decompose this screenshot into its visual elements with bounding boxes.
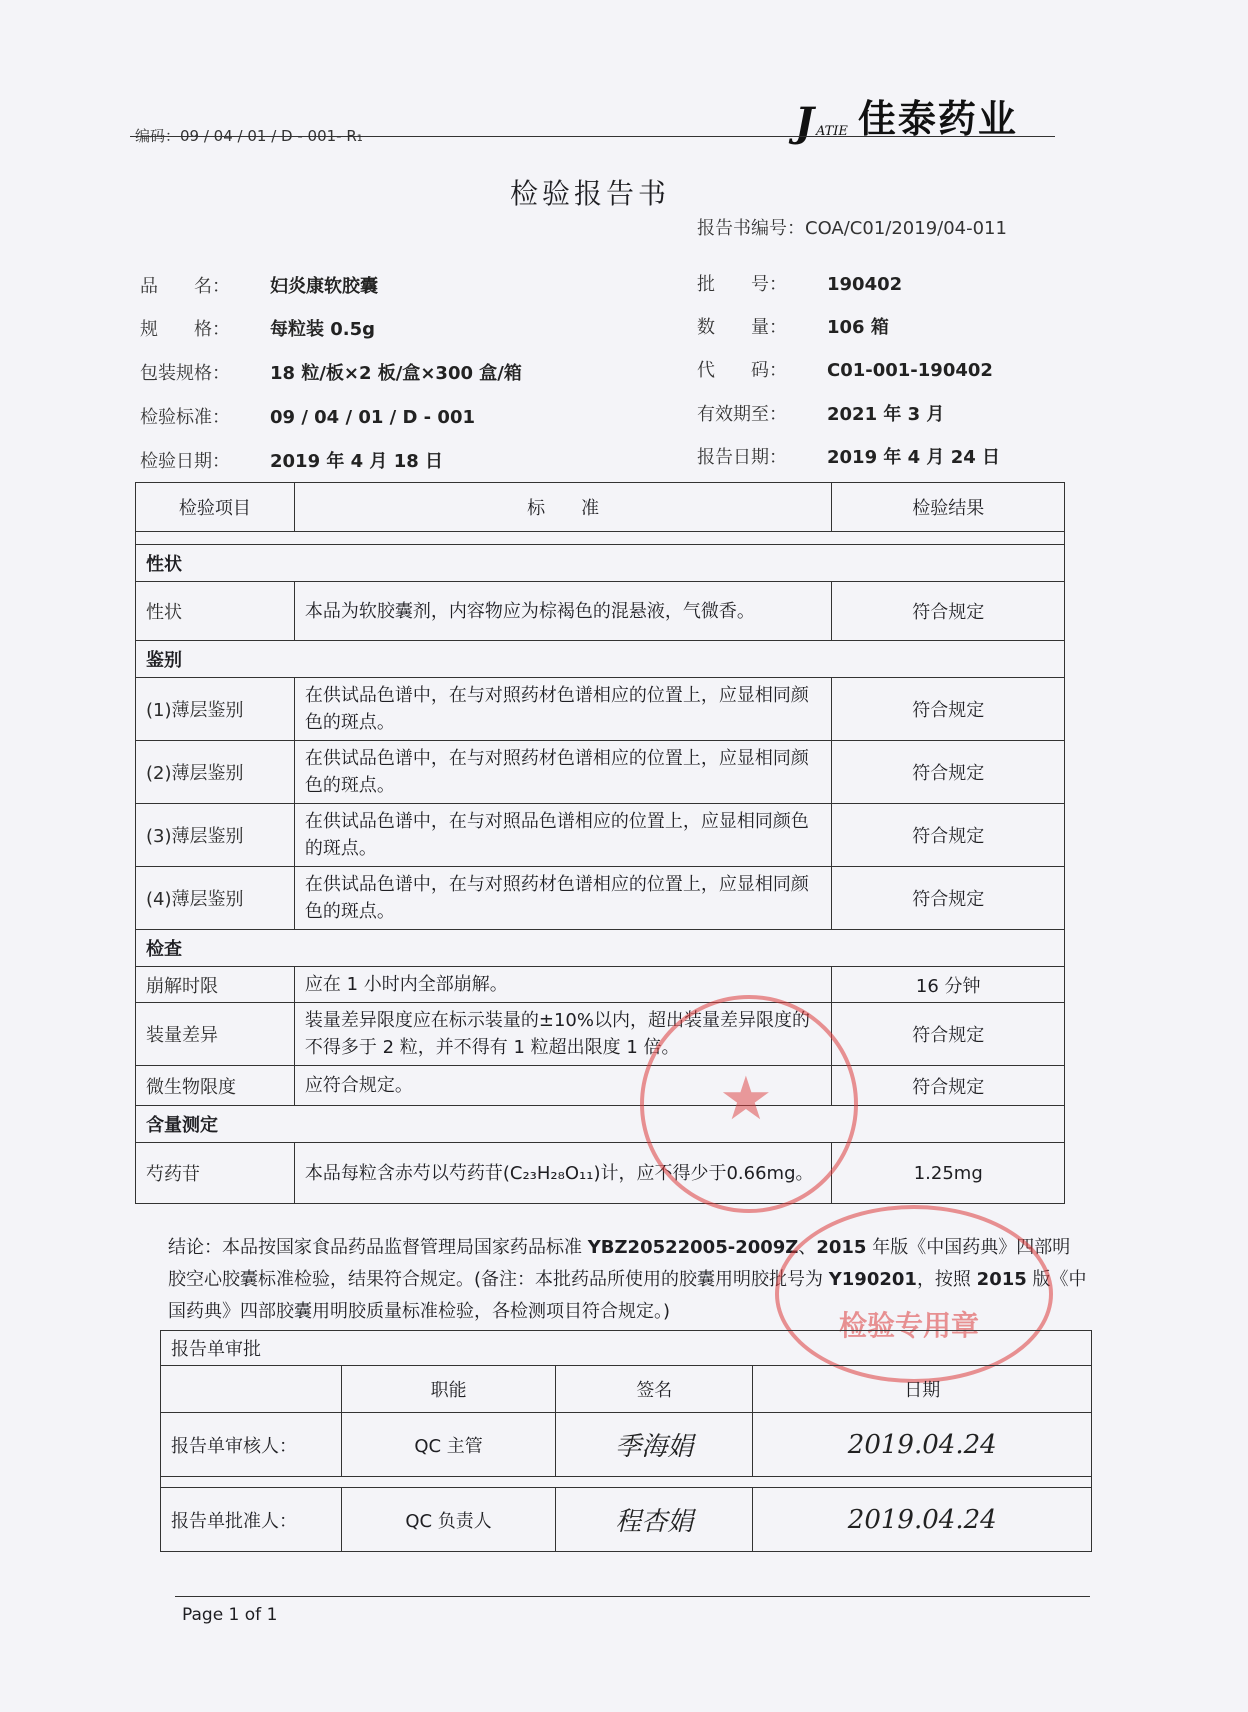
row-result: 符合规定	[832, 804, 1065, 867]
approval-spacer	[161, 1477, 1092, 1488]
approval-header-date: 日期	[753, 1366, 1092, 1413]
inspection-seal	[640, 995, 858, 1213]
row-result: 符合规定	[832, 1066, 1065, 1106]
info-code	[697, 356, 993, 382]
section-row	[136, 545, 1065, 582]
row-standard: 在供试品色谱中，在与对照药材色谱相应的位置上，应显相同颜色的斑点。	[294, 741, 832, 804]
conclusion-part: ，按照	[916, 1269, 977, 1290]
conclusion-part: 、	[798, 1237, 817, 1258]
row-result: 符合规定	[832, 867, 1065, 930]
info-packaging	[140, 359, 522, 385]
info-label: 数 量：	[697, 317, 787, 338]
info-value: 2021 年 3 月	[827, 404, 945, 425]
info-batch-no	[697, 270, 902, 296]
row-item: (1)薄层鉴别	[136, 678, 295, 741]
conclusion-part: 版《中国药典》四部胶囊用明胶质量标准检验，各检测项目符合规定。)	[168, 1269, 1087, 1322]
conclusion-year: 2015	[976, 1269, 1027, 1290]
row-result: 符合规定	[832, 1003, 1065, 1066]
document-code: 编码：09 / 04 / 01 / D - 001- R₁	[135, 127, 363, 145]
approval-table	[160, 1330, 1092, 1552]
row-standard: 在供试品色谱中，在与对照品色谱相应的位置上，应显相同颜色的斑点。	[294, 804, 832, 867]
approval-role: 报告单批准人：	[161, 1488, 342, 1552]
approval-row	[161, 1413, 1092, 1477]
handwritten-signature: 季海娟	[615, 1432, 694, 1462]
conclusion-part: 年版《中国药典》四部明胶空心胶囊标准检验，结果符合规定。(备注：本批药品所使用的胶囊用明胶批号为	[168, 1237, 1071, 1290]
info-label: 规 格：	[140, 319, 230, 340]
row-standard: 应符合规定。	[294, 1066, 832, 1106]
footer-divider	[175, 1596, 1090, 1597]
header-standard: 标 准	[294, 483, 832, 532]
info-label: 批 号：	[697, 274, 787, 295]
row-item: 性状	[136, 582, 295, 641]
handwritten-date: 2019.04.24	[847, 1504, 997, 1535]
info-label: 品 名：	[140, 276, 230, 297]
row-item: 崩解时限	[136, 967, 295, 1003]
row-item: 芍药苷	[136, 1143, 295, 1204]
table-row	[136, 582, 1065, 641]
info-value: 妇炎康软胶囊	[270, 276, 378, 297]
approval-title-row	[161, 1331, 1092, 1366]
logo-mark: J	[795, 99, 814, 146]
section-row	[136, 930, 1065, 967]
approval-function: QC 负责人	[342, 1488, 556, 1552]
approval-signature	[556, 1488, 753, 1552]
row-standard: 在供试品色谱中，在与对照药材色谱相应的位置上，应显相同颜色的斑点。	[294, 867, 832, 930]
section-row	[136, 1106, 1065, 1143]
info-value: C01-001-190402	[827, 360, 993, 381]
section-title: 性状	[136, 545, 1065, 582]
info-standard	[140, 403, 475, 429]
info-value: 2019 年 4 月 18 日	[270, 451, 444, 472]
table-spacer	[136, 532, 1065, 545]
inspection-table	[135, 482, 1065, 1204]
info-label: 检验日期：	[140, 451, 230, 472]
report-number: 报告书编号：COA/C01/2019/04-011	[697, 218, 1007, 239]
table-header-row	[136, 483, 1065, 532]
conclusion-standard-code: YBZ20522005-2009Z	[587, 1237, 799, 1258]
info-expiry	[697, 400, 944, 426]
section-title: 检查	[136, 930, 1065, 967]
company-name: 佳泰药业	[857, 97, 1018, 141]
row-standard: 本品每粒含赤芍以芍药苷(C₂₃H₂₈O₁₁)计，应不得少于0.66mg。	[294, 1143, 832, 1204]
approval-role: 报告单审核人：	[161, 1413, 342, 1477]
approval-function: QC 主管	[342, 1413, 556, 1477]
approval-row	[161, 1488, 1092, 1552]
header-divider	[130, 136, 1055, 137]
company-logo	[795, 88, 1018, 146]
row-result: 符合规定	[832, 582, 1065, 641]
info-value: 每粒装 0.5g	[270, 319, 376, 340]
info-value: 09 / 04 / 01 / D - 001	[270, 407, 475, 428]
row-item: (4)薄层鉴别	[136, 867, 295, 930]
info-value: 2019 年 4 月 24 日	[827, 447, 1001, 468]
row-result: 符合规定	[832, 741, 1065, 804]
table-row	[136, 1003, 1065, 1066]
page-number: Page 1 of 1	[182, 1605, 278, 1625]
info-label: 包装规格：	[140, 363, 230, 384]
logo-sub: ATIE	[815, 124, 848, 139]
header-item: 检验项目	[136, 483, 295, 532]
row-result: 1.25mg	[832, 1143, 1065, 1204]
approval-header-row	[161, 1366, 1092, 1413]
info-report-date	[697, 443, 1000, 469]
approval-header-function: 职能	[342, 1366, 556, 1413]
info-spec	[140, 315, 375, 341]
info-value: 18 粒/板×2 板/盒×300 盒/箱	[270, 363, 522, 384]
info-label: 报告日期：	[697, 447, 787, 468]
info-label: 有效期至：	[697, 404, 787, 425]
section-title: 鉴别	[136, 641, 1065, 678]
info-value: 106 箱	[827, 317, 889, 338]
conclusion-part: 结论：本品按国家食品药品监督管理局国家药品标准	[168, 1237, 588, 1258]
approval-header-blank	[161, 1366, 342, 1413]
header-result: 检验结果	[832, 483, 1065, 532]
row-standard: 应在 1 小时内全部崩解。	[294, 967, 832, 1003]
row-standard: 在供试品色谱中，在与对照药材色谱相应的位置上，应显相同颜色的斑点。	[294, 678, 832, 741]
table-row	[136, 1143, 1065, 1204]
row-item: 装量差异	[136, 1003, 295, 1066]
row-item: (2)薄层鉴别	[136, 741, 295, 804]
approval-title: 报告单审批	[161, 1331, 1092, 1366]
conclusion-year: 2015	[816, 1237, 867, 1258]
approval-signature	[556, 1413, 753, 1477]
table-row	[136, 804, 1065, 867]
section-row	[136, 641, 1065, 678]
table-row	[136, 867, 1065, 930]
table-row	[136, 741, 1065, 804]
info-product-name	[140, 272, 378, 298]
approval-date	[753, 1488, 1092, 1552]
table-row	[136, 678, 1065, 741]
star-icon: ★	[719, 1064, 773, 1134]
row-standard: 本品为软胶囊剂，内容物应为棕褐色的混悬液，气微香。	[294, 582, 832, 641]
seal-text: 检验专用章	[839, 1309, 980, 1342]
table-row	[136, 967, 1065, 1003]
info-value: 190402	[827, 274, 903, 295]
conclusion-batch: Y190201	[828, 1269, 917, 1290]
page-title: 检验报告书	[509, 177, 670, 210]
info-label: 代 码：	[697, 360, 787, 381]
row-item: (3)薄层鉴别	[136, 804, 295, 867]
info-quantity	[697, 313, 889, 339]
info-inspection-date	[140, 447, 443, 473]
info-label: 检验标准：	[140, 407, 230, 428]
section-title: 含量测定	[136, 1106, 1065, 1143]
row-result: 符合规定	[832, 678, 1065, 741]
row-standard: 装量差异限度应在标示装量的±10%以内，超出装量差异限度的不得多于 2 粒，并不得有 1 粒超出限度 1 倍。	[294, 1003, 832, 1066]
row-item: 微生物限度	[136, 1066, 295, 1106]
handwritten-date: 2019.04.24	[847, 1429, 997, 1460]
row-result: 16 分钟	[832, 967, 1065, 1003]
handwritten-signature: 程杏娟	[615, 1507, 694, 1537]
approval-date	[753, 1413, 1092, 1477]
table-row	[136, 1066, 1065, 1106]
approval-header-signature: 签名	[556, 1366, 753, 1413]
